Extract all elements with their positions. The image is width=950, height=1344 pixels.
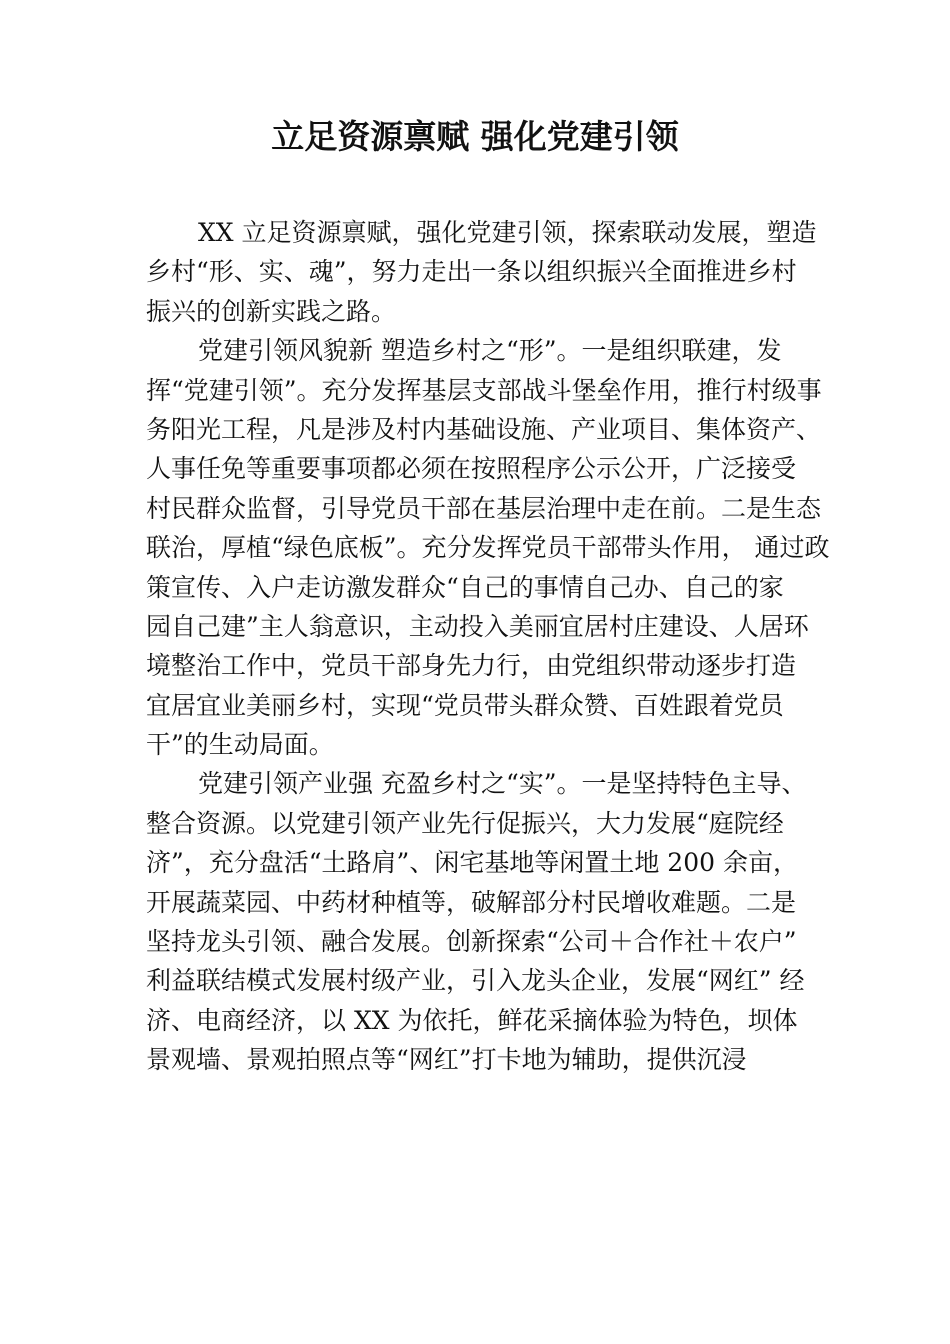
document-body xyxy=(146,213,830,1080)
paragraph-line: 坚持龙头引领、融合发展。创新探索“公司＋合作社＋农户” xyxy=(146,927,797,957)
document-title: 立足资源禀赋 强化党建引领 xyxy=(271,117,679,156)
paragraph-line: 开展蔬菜园、中药材种植等，破解部分村民增收难题。二是 xyxy=(146,887,797,917)
paragraph-line: 党建引领产业强 充盈乡村之“实”。一是坚持特色主导、 xyxy=(198,769,807,799)
paragraph-line: 整合资源。以党建引领产业先行促振兴，大力发展“庭院经 xyxy=(146,808,784,838)
paragraph-2 xyxy=(146,331,830,764)
paragraph-line: 策宣传、入户走访激发群众“自己的事情自己办、自己的家 xyxy=(146,572,784,602)
paragraph-line: 济、电商经济，以 XX 为依托，鲜花采摘体验为特色，坝体 xyxy=(146,1005,798,1035)
paragraph-line: 人事任免等重要事项都必须在按照程序公示公开，广泛接受 xyxy=(146,454,797,484)
paragraph-line: 振兴的创新实践之路。 xyxy=(146,296,397,326)
paragraph-line: 村民群众监督，引导党员干部在基层治理中走在前。二是生态 xyxy=(146,493,822,523)
paragraph-line: 乡村“形、实、魂”，努力走出一条以组织振兴全面推进乡村 xyxy=(146,257,797,287)
paragraph-line: 境整治工作中，党员干部身先力行，由党组织带动逐步打造 xyxy=(146,651,797,681)
paragraph-line: 干”的生动局面。 xyxy=(146,730,334,760)
paragraph-line: 济”，充分盘活“土路肩”、闲宅基地等闲置土地 200 余亩， xyxy=(146,848,798,878)
paragraph-line: 党建引领风貌新 塑造乡村之“形”。一是组织联建，发 xyxy=(198,336,782,366)
paragraph-line: 挥“党建引领”。充分发挥基层支部战斗堡垒作用，推行村级事 xyxy=(146,375,822,405)
paragraph-3 xyxy=(146,764,826,1079)
paragraph-line: 联治，厚植“绿色底板”。充分发挥党员干部带头作用， 通过政 xyxy=(146,533,830,563)
paragraph-line: XX 立足资源禀赋，强化党建引领，探索联动发展，塑造 xyxy=(198,218,817,247)
paragraph-line: 园自己建”主人翁意识，主动投入美丽宜居村庄建设、人居环 xyxy=(146,611,809,641)
paragraph-line: 景观墙、景观拍照点等“网红”打卡地为辅助，提供沉浸 xyxy=(146,1045,747,1075)
paragraph-line: 务阳光工程，凡是涉及村内基础设施、产业项目、集体资产、 xyxy=(146,414,822,444)
paragraph-line: 宜居宜业美丽乡村，实现“党员带头群众赞、百姓跟着党员 xyxy=(146,690,784,720)
paragraph-1 xyxy=(146,213,826,331)
paragraph-line: 利益联结模式发展村级产业，引入龙头企业，发展“网红” 经 xyxy=(146,966,805,996)
